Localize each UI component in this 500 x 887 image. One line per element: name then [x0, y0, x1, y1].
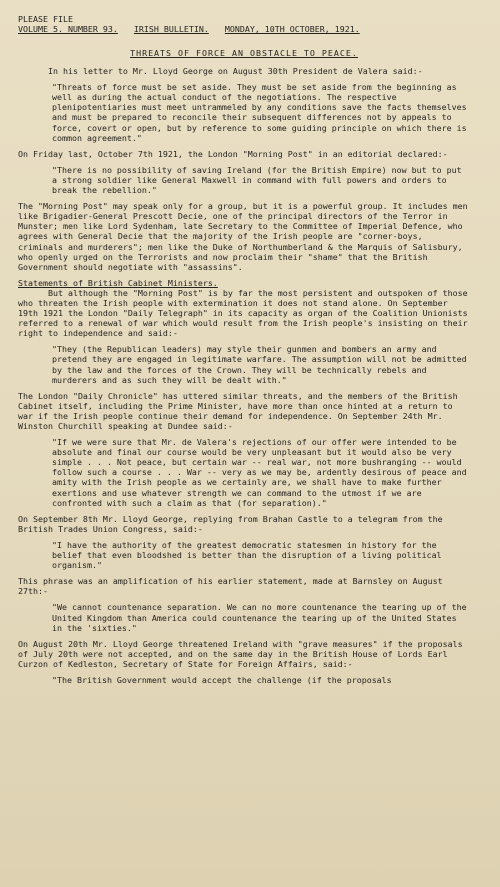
paragraph: On Friday last, October 7th 1921, the London "Morning Post" in an editorial declared:-	[18, 148, 448, 159]
section-heading: Statements of British Cabinet Ministers.	[18, 277, 218, 288]
quotation: "The British Government would accept the challenge (if the proposals	[52, 674, 392, 685]
quotation: "They (the Republican leaders) may style their gunmen and bombers an army and pretend they are engaged in legitimate warfare. The assumption will not be admitted by the law and the forces of the Crown. They will be technically rebels and murderers and as such they will be dealt with."	[52, 344, 467, 385]
article-title: THREATS OF FORCE AN OBSTACLE TO PEACE.	[130, 48, 358, 58]
paragraph: On August 20th Mr. Lloyd George threatened Ireland with "grave measures" if the proposals of July 20th were not accepted, and on the same day in the British House of Lords Earl Curzon of Kedleston, Secretary of State for Foreign Affairs, said:-	[18, 638, 463, 669]
paragraph: On September 8th Mr. Lloyd George, replying from Brahan Castle to a telegram from the British Trades Union Congress, said:-	[18, 513, 443, 534]
quotation: "We cannot countenance separation. We can no more countenance the tearing up of the United Kingdom than America could countenance the tearing up of the United States in the 'sixties."	[52, 602, 467, 633]
issue-date: MONDAY, 10TH OCTOBER, 1921.	[224, 24, 360, 34]
paragraph: But although the "Morning Post" is by far the most persistent and outspoken of those who threaten the Irish people with extermination it does not stand alone. On September 19th 1921 the London "Daily Telegraph" in its capacity as organ of the Coalition Unionists referred to a renewal of war which would result from the Irish people's insisting on their right to independence and said:-	[18, 287, 468, 339]
quotation: "There is no possibility of saving Ireland (for the British Empire) now but to put a strong soldier like General Maxwell in command with full powers and orders to break the rebellion."	[52, 164, 462, 196]
bulletin-name: IRISH BULLETIN.	[133, 24, 209, 34]
please-file-note: PLEASE FILE	[18, 14, 73, 24]
paragraph: This phrase was an amplification of his earlier statement, made at Barnsley on August 27th:-	[18, 576, 443, 597]
quotation: "I have the authority of the greatest democratic statesmen in history for the belief that even bloodshed is better than the disruption of a living political organism."	[52, 539, 442, 571]
quotation: "Threats of force must be set aside. They must be set aside from the beginning as well as during the actual conduct of the negotiations. The respective plenipotentiaries must meet untrammeled by any conditions save the facts themselves and must be prepared to reconcile their subsequent differences not by appeals to force, covert or open, but by reference to some guiding principle on which there is common agreement."	[52, 82, 467, 143]
paragraph: The "Morning Post" may speak only for a group, but it is a powerful group. It includes men like Brigadier-General Prescott Decie, one of the principal directors of the Terror in Munster; men like Lord Sydenham, late Secretary to the Committee of Imperial Defence, who agrees with General Decie that the majority of the Irish people are "corner-boys, criminals and murderers"; men like the Duke of Northumberland & the Marquis of Salisbury, who openly urged on the Terrorists and now proclaim their "shame" that the British Government should negotiate with "assassins".	[18, 201, 468, 272]
volume-number: VOLUME 5. NUMBER 93.	[18, 24, 118, 34]
paragraph: In his letter to Mr. Lloyd George on August 30th President de Valera said:-	[48, 66, 423, 77]
paragraph: The London "Daily Chronicle" has uttered similar threats, and the members of the British Cabinet itself, including the Prime Minister, have more than once hinted at a return to war if the Irish people continue their demand for independence. On September 24th Mr. Winston Churchill speaking at Dundee said:-	[18, 390, 458, 431]
quotation: "If we were sure that Mr. de Valera's rejections of our offer were intended to be absolute and final our course would be very unpleasant but it would also be very simple . . . Not peace, but certain war -- real war, not more bushranging -- would follow such a course . . . War -- very as we may be, ardently desirous of peace and amity with the Irish people as we certainly are, we shall have to make further exertions and use whatever strength we can command to the utmost if we are confronted with such a claim as that (for separation)."	[52, 437, 467, 508]
bulletin-header	[18, 14, 470, 34]
